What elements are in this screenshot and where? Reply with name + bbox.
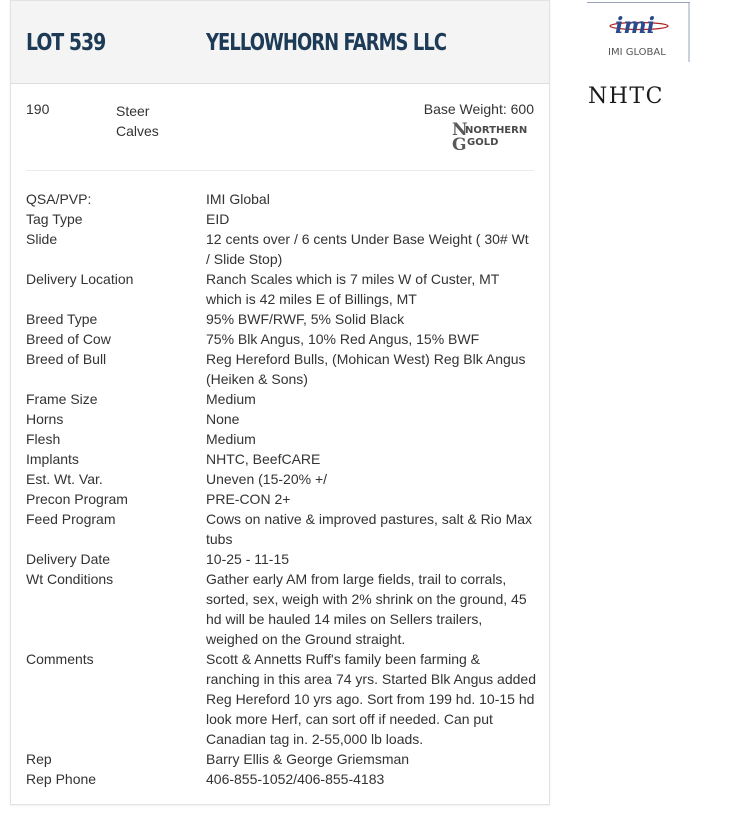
detail-value: Scott & Annetts Ruff's family been farming & ranching in this area 74 yrs. Started Blk Angus added Reg Hereford 10 yrs ago. Sort from 199 hd. 10-15 hd look more Herf, can sort off if needed. Can put Canadian tag in. 2-55,000 lb loads. xyxy=(206,651,536,747)
detail-label: Implants xyxy=(26,451,79,467)
detail-row xyxy=(26,549,536,569)
imi-logo-mark: imi xyxy=(615,13,655,39)
detail-row xyxy=(26,209,536,229)
detail-label: Breed of Cow xyxy=(26,331,111,347)
detail-row xyxy=(26,489,536,509)
detail-row xyxy=(26,329,536,349)
detail-label: Slide xyxy=(26,231,58,247)
detail-value: Ranch Scales which is 7 miles W of Custer, MT which is 42 miles E of Billings, MT xyxy=(206,271,500,307)
detail-value: Medium xyxy=(206,431,256,447)
detail-row xyxy=(26,229,536,269)
detail-row xyxy=(26,749,536,769)
detail-row xyxy=(26,649,536,749)
detail-label: Wt Conditions xyxy=(26,571,114,587)
detail-label: Frame Size xyxy=(26,391,98,407)
detail-label: Tag Type xyxy=(26,211,83,227)
seller-name: YELLOWHORN FARMS LLC xyxy=(206,30,447,56)
detail-value: 12 cents over / 6 cents Under Base Weight ( 30# Wt / Slide Stop) xyxy=(206,231,529,267)
detail-row xyxy=(26,429,536,449)
detail-row xyxy=(26,389,536,409)
lot-number: LOT 539 xyxy=(26,30,106,56)
cattle-type-line1: Steer xyxy=(116,103,150,119)
detail-value: Cows on native & improved pastures, salt & Rio Max tubs xyxy=(206,511,533,547)
detail-value: Uneven (15-20% +/ xyxy=(206,471,328,487)
detail-value: 406-855-1052/406-855-4183 xyxy=(206,771,385,787)
detail-label: Delivery Location xyxy=(26,271,134,287)
detail-value: PRE-CON 2+ xyxy=(206,491,291,507)
detail-row xyxy=(26,469,536,489)
detail-value: Gather early AM from large fields, trail to corrals, sorted, sex, weigh with 2% shrink on the ground, 45 hd will be hauled 14 miles on Sellers trailers, weighed on the Ground straight. xyxy=(206,571,527,647)
detail-value: NHTC, BeefCARE xyxy=(206,451,321,467)
detail-row xyxy=(26,309,536,329)
detail-value: 75% Blk Angus, 10% Red Angus, 15% BWF xyxy=(206,331,480,347)
lot-card xyxy=(10,0,550,805)
detail-label: Breed of Bull xyxy=(26,351,107,367)
lot-details xyxy=(26,189,536,789)
cattle-type-line2: Calves xyxy=(116,123,159,139)
detail-row xyxy=(26,769,536,789)
detail-label: Rep xyxy=(26,751,52,767)
detail-row xyxy=(26,449,536,469)
detail-value: Medium xyxy=(206,391,256,407)
imi-logo-text: IMI GLOBAL xyxy=(608,47,666,58)
detail-row xyxy=(26,189,536,209)
lot-header xyxy=(11,1,549,84)
detail-row xyxy=(26,349,536,389)
imi-global-logo xyxy=(586,2,690,62)
ng-logo-top: NORTHERN xyxy=(465,125,528,136)
base-weight: Base Weight: 600 xyxy=(423,101,534,117)
detail-value: Reg Hereford Bulls, (Mohican West) Reg Blk Angus (Heiken & Sons) xyxy=(206,351,526,387)
detail-label: Feed Program xyxy=(26,511,116,527)
ng-logo-g: G xyxy=(452,135,467,151)
detail-label: Est. Wt. Var. xyxy=(26,471,103,487)
detail-value: Barry Ellis & George Griemsman xyxy=(206,751,410,767)
lot-summary xyxy=(26,84,534,171)
detail-label: Breed Type xyxy=(26,311,98,327)
detail-row xyxy=(26,409,536,429)
detail-label: Horns xyxy=(26,411,64,427)
nhtc-logo: NHTC xyxy=(588,84,664,109)
detail-label: Flesh xyxy=(26,431,61,447)
northern-gold-logo xyxy=(452,121,534,151)
detail-value: 10-25 - 11-15 xyxy=(206,551,290,567)
detail-value: None xyxy=(206,411,240,427)
detail-row xyxy=(26,269,536,309)
ng-logo-n: N xyxy=(452,121,468,140)
detail-value: 95% BWF/RWF, 5% Solid Black xyxy=(206,311,405,327)
detail-value: EID xyxy=(206,211,230,227)
detail-row xyxy=(26,509,536,549)
detail-row xyxy=(26,569,536,649)
head-count: 190 xyxy=(26,101,50,117)
detail-label: Precon Program xyxy=(26,491,128,507)
ng-logo-bottom: GOLD xyxy=(467,137,499,148)
detail-label: Comments xyxy=(26,651,94,667)
detail-value: IMI Global xyxy=(206,191,270,207)
cattle-type xyxy=(116,101,159,141)
detail-label: QSA/PVP: xyxy=(26,191,92,207)
detail-label: Delivery Date xyxy=(26,551,111,567)
detail-label: Rep Phone xyxy=(26,771,97,787)
